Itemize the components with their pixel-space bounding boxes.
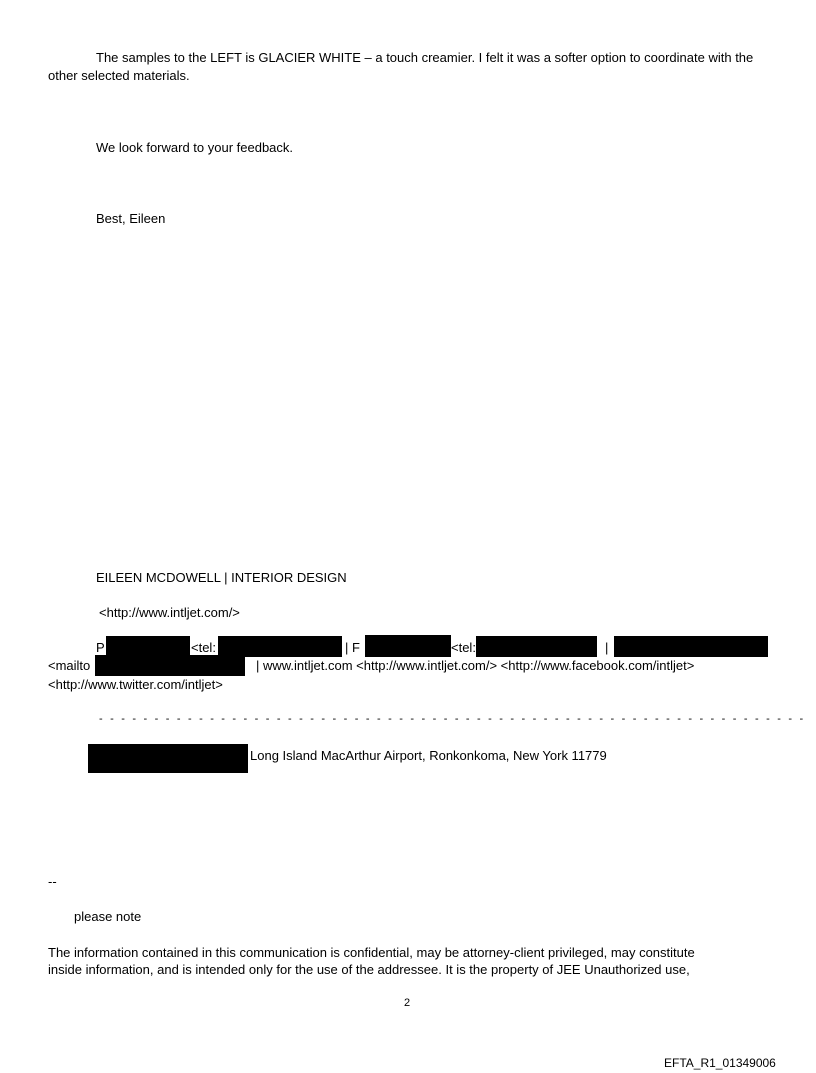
please-note: please note — [74, 909, 142, 924]
mailto-prefix: <mailto — [48, 658, 91, 673]
redaction-phone — [106, 636, 190, 657]
redaction-company — [88, 744, 248, 773]
redaction-email — [614, 636, 768, 657]
twitter-link[interactable]: <http://www.twitter.com/intljet> — [48, 677, 223, 692]
feedback-line: We look forward to your feedback. — [96, 140, 294, 155]
redaction-fax — [365, 635, 451, 657]
body-paragraph-line-2: other selected materials. — [48, 68, 190, 83]
fax-separator: | F — [345, 640, 360, 655]
phone-prefix: P — [96, 640, 105, 655]
signature-divider: - - - - - - - - - - - - - - - - - - - - - - - - - - - - - - - - - - - - - - - - - - - - - - - - - - - - - - - - - - - - - - - - — [99, 713, 806, 725]
signature-url[interactable]: <http://www.intljet.com/> — [99, 605, 240, 620]
pipe-separator: | — [605, 640, 609, 655]
notice-separator: -- — [48, 874, 57, 889]
redaction-tel-2 — [476, 636, 597, 657]
body-paragraph-line-1: The samples to the LEFT is GLACIER WHITE – a touch creamier. I felt it was a softer option to coordinate with the — [96, 50, 754, 65]
tel-prefix-2: <tel: — [451, 640, 476, 655]
tel-prefix-1: <tel: — [191, 640, 216, 655]
notice-line-1: The information contained in this communication is confidential, may be attorney-client privileged, may constitute — [48, 945, 695, 960]
notice-line-2: inside information, and is intended only for the use of the addressee. It is the property of JEE Unauthorized use, — [48, 962, 690, 977]
signature-address: Long Island MacArthur Airport, Ronkonkoma, New York 11779 — [250, 748, 607, 763]
signature-links[interactable]: | www.intljet.com <http://www.intljet.com/> <http://www.facebook.com/intljet> — [256, 658, 695, 673]
page-number: 2 — [404, 997, 411, 1009]
signature-name-title: EILEEN MCDOWELL | INTERIOR DESIGN — [96, 570, 347, 585]
closing-line: Best, Eileen — [96, 211, 166, 226]
redaction-tel-1 — [218, 636, 342, 657]
redaction-mailto — [95, 655, 245, 676]
document-id: EFTA_R1_01349006 — [664, 1056, 776, 1070]
